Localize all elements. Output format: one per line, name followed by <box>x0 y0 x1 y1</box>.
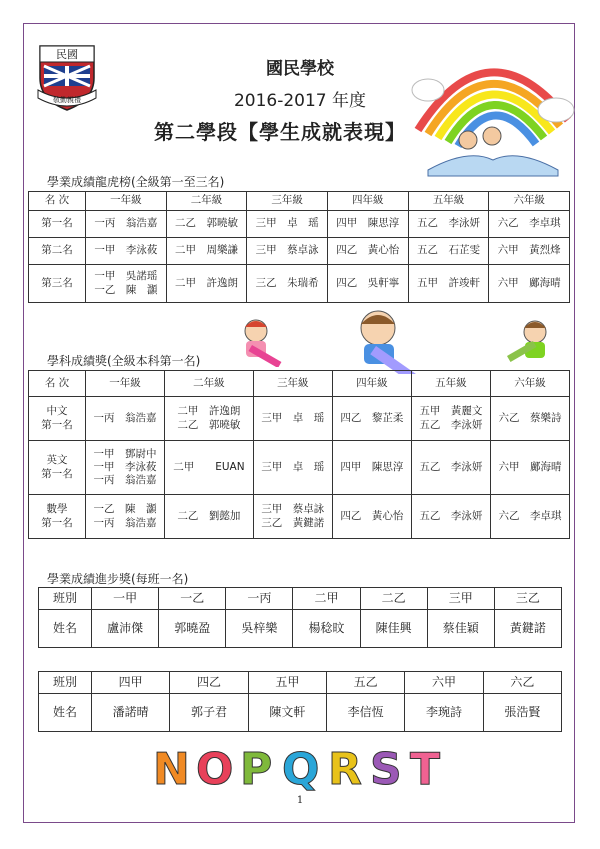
top-three-table <box>28 191 570 303</box>
header-cell: 二年級 <box>166 192 247 211</box>
table-row <box>29 211 570 238</box>
class-cell: 四乙 <box>170 672 248 694</box>
class-cell: 六乙 <box>483 672 561 694</box>
class-cell: 班別 <box>39 672 92 694</box>
table-row <box>29 238 570 265</box>
decor-letter-p: P <box>240 744 273 792</box>
name-cell: 姓名 <box>39 610 92 648</box>
section1-title: 學業成績龍虎榜(全級第一至三名) <box>47 175 225 189</box>
header-cell: 名 次 <box>29 192 86 211</box>
student-cell: 六乙 李卓琪 <box>489 211 570 238</box>
student-cell: 四甲 陳思淳 <box>327 211 408 238</box>
student-cell: 五乙 李泳妍 <box>411 495 490 539</box>
student-cell: 五甲 黃麗文 五乙 李泳妍 <box>411 397 490 441</box>
student-cell: 三甲 蔡卓詠 <box>247 238 328 265</box>
student-cell: 三甲 卓 瑶 <box>253 441 332 495</box>
table-row <box>29 495 570 539</box>
header-cell: 三年級 <box>247 192 328 211</box>
name-row <box>39 694 562 732</box>
decorative-letters <box>148 742 458 792</box>
kid-crayon-illustration <box>505 316 555 368</box>
subject-award-table <box>28 370 570 539</box>
decor-letter-n: N <box>153 744 190 792</box>
name-cell: 吳梓樂 <box>226 610 293 648</box>
student-cell: 五甲 許竣軒 <box>408 265 489 303</box>
student-cell: 二甲 許逸朗 二乙 郭曉敏 <box>165 397 254 441</box>
student-cell: 一丙 翁浩嘉 <box>86 211 167 238</box>
student-cell: 四甲 陳思淳 <box>332 441 411 495</box>
class-row <box>39 588 562 610</box>
header-cell: 一年級 <box>86 371 165 397</box>
student-cell: 二甲 周樂謙 <box>166 238 247 265</box>
class-cell: 三甲 <box>427 588 494 610</box>
school-name: 國民學校 <box>266 59 334 79</box>
page-title: 第二學段【學生成就表現】 <box>154 120 406 144</box>
student-cell: 一甲 吳諾瑶 一乙 陳 灝 <box>86 265 167 303</box>
name-cell: 黃鍵諾 <box>494 610 561 648</box>
header-cell: 三年級 <box>253 371 332 397</box>
student-cell: 五乙 石芷雯 <box>408 238 489 265</box>
decor-letter-r: R <box>328 744 362 792</box>
student-cell: 四乙 黃心怡 <box>327 238 408 265</box>
student-cell: 二乙 郭曉敏 <box>166 211 247 238</box>
section3-title: 學業成績進步獎(每班一名) <box>47 572 189 586</box>
name-cell: 盧沛傑 <box>92 610 159 648</box>
subject-cell: 數學 第一名 <box>29 495 86 539</box>
student-cell: 六甲 鄺海晴 <box>489 265 570 303</box>
header-cell: 五年級 <box>408 192 489 211</box>
subject-cell: 中文 第一名 <box>29 397 86 441</box>
name-cell: 李琬詩 <box>405 694 483 732</box>
rank-cell: 第一名 <box>29 211 86 238</box>
decor-letter-q: Q <box>282 744 320 792</box>
class-cell: 班別 <box>39 588 92 610</box>
student-cell: 四乙 黎芷柔 <box>332 397 411 441</box>
header-cell: 一年級 <box>86 192 167 211</box>
student-cell: 三乙 朱瑞希 <box>247 265 328 303</box>
header-cell: 四年級 <box>327 192 408 211</box>
class-cell: 四甲 <box>92 672 170 694</box>
decor-letter-s: S <box>370 744 402 792</box>
page-number: 1 <box>296 795 304 806</box>
header-cell: 六年級 <box>490 371 569 397</box>
progress-award-table-2 <box>38 671 562 732</box>
class-cell: 六甲 <box>405 672 483 694</box>
table-header-row <box>29 371 570 397</box>
class-cell: 一丙 <box>226 588 293 610</box>
name-cell: 潘諾晴 <box>92 694 170 732</box>
name-cell: 郭子君 <box>170 694 248 732</box>
section2-title: 學科成績獎(全級本科第一名) <box>47 354 201 368</box>
table-row <box>29 441 570 495</box>
name-cell: 蔡佳穎 <box>427 610 494 648</box>
rainbow-book-illustration <box>408 30 578 180</box>
name-cell: 陳佳興 <box>360 610 427 648</box>
crest-top-text: 民國 <box>56 48 78 61</box>
class-cell: 五甲 <box>248 672 326 694</box>
header-cell: 四年級 <box>332 371 411 397</box>
name-cell: 陳文軒 <box>248 694 326 732</box>
student-cell: 五乙 李泳妍 <box>408 211 489 238</box>
class-cell: 三乙 <box>494 588 561 610</box>
crest-motto-text: 敬勤親禮 <box>53 96 81 104</box>
class-cell: 二乙 <box>360 588 427 610</box>
header-cell: 五年級 <box>411 371 490 397</box>
class-cell: 五乙 <box>326 672 404 694</box>
header-cell: 六年級 <box>489 192 570 211</box>
header-cell: 二年級 <box>165 371 254 397</box>
class-row <box>39 672 562 694</box>
school-year: 2016-2017 年度 <box>233 91 367 111</box>
student-cell: 二乙 劉懿加 <box>165 495 254 539</box>
student-cell: 一乙 陳 灝 一丙 翁浩嘉 <box>86 495 165 539</box>
table-header-row <box>29 192 570 211</box>
student-cell: 二甲 EUAN <box>165 441 254 495</box>
student-cell: 五乙 李泳妍 <box>411 441 490 495</box>
student-cell: 一甲 李泳莜 <box>86 238 167 265</box>
rank-cell: 第三名 <box>29 265 86 303</box>
student-cell: 三甲 蔡卓詠 三乙 黃鍵諾 <box>253 495 332 539</box>
girl-crayon-illustration <box>238 315 288 367</box>
student-cell: 三甲 卓 瑶 <box>247 211 328 238</box>
decor-letter-o: O <box>196 744 234 792</box>
student-cell: 二甲 許逸朗 <box>166 265 247 303</box>
student-cell: 四乙 吳軒寧 <box>327 265 408 303</box>
name-cell: 楊稔旼 <box>293 610 360 648</box>
decor-letter-t: T <box>410 744 441 792</box>
rank-cell: 第二名 <box>29 238 86 265</box>
header-cell: 名 次 <box>29 371 86 397</box>
student-cell: 六甲 鄺海晴 <box>490 441 569 495</box>
student-cell: 六乙 蔡樂詩 <box>490 397 569 441</box>
boy-crayon-illustration <box>352 306 432 374</box>
student-cell: 三甲 卓 瑶 <box>253 397 332 441</box>
name-cell: 姓名 <box>39 694 92 732</box>
student-cell: 一甲 鄧尉中 一甲 李泳莜 一丙 翁浩嘉 <box>86 441 165 495</box>
progress-award-table-1 <box>38 587 562 648</box>
student-cell: 六甲 黃烈烽 <box>489 238 570 265</box>
student-cell: 一丙 翁浩嘉 <box>86 397 165 441</box>
class-cell: 一甲 <box>92 588 159 610</box>
table-row <box>29 397 570 441</box>
name-cell: 郭曉盈 <box>159 610 226 648</box>
class-cell: 一乙 <box>159 588 226 610</box>
table-row <box>29 265 570 303</box>
student-cell: 六乙 李卓琪 <box>490 495 569 539</box>
subject-cell: 英文 第一名 <box>29 441 86 495</box>
student-cell: 四乙 黃心怡 <box>332 495 411 539</box>
name-row <box>39 610 562 648</box>
name-cell: 張浩賢 <box>483 694 561 732</box>
name-cell: 李信恆 <box>326 694 404 732</box>
class-cell: 二甲 <box>293 588 360 610</box>
